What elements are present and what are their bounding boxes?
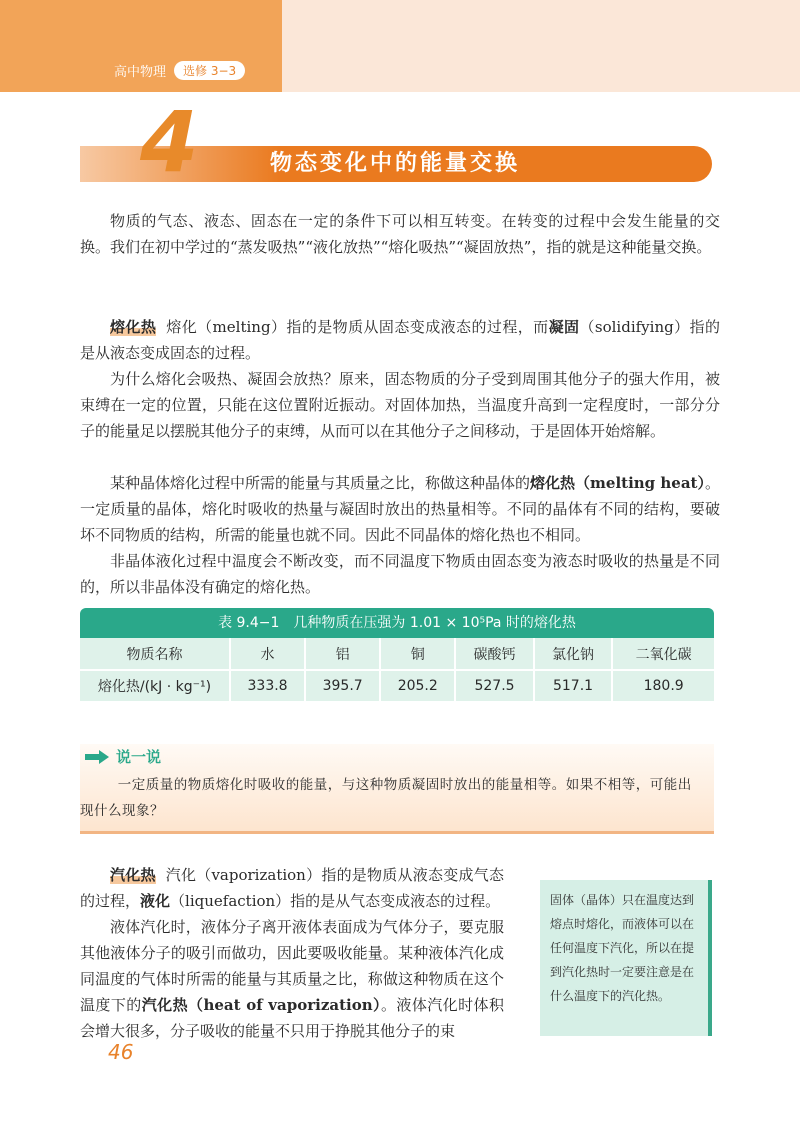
table-header-cell: 水 — [230, 638, 305, 670]
table-row-label: 熔化热/(kJ · kg⁻¹) — [80, 670, 230, 702]
table-header-cell: 碳酸钙 — [455, 638, 534, 670]
discussion-heading: 说一说 — [84, 746, 161, 767]
table-cell: 517.1 — [534, 670, 613, 702]
table-cell: 527.5 — [455, 670, 534, 702]
page-number: 46 — [108, 1040, 134, 1064]
table-cell: 395.7 — [305, 670, 380, 702]
table-cell: 333.8 — [230, 670, 305, 702]
melting-heat-table — [80, 608, 714, 703]
chapter-number: 4 — [140, 93, 199, 191]
side-note: 固体（晶体）只在温度达到熔点时熔化，而液体可以在任何温度下汽化，所以在提到汽化热时一定要注意是在什么温度下的汽化热。 — [540, 880, 712, 1036]
melting-paragraph-2: 为什么熔化会吸热、凝固会放热？原来，固态物质的分子受到周围其他分子的强大作用，被束缚在一定的位置，只能在这位置附近振动。对固体加热，当温度升高到一定程度时，一部分分子的能量足以摆脱其他分子的束缚，从而可以在其他分子之间移动，于是固体开始熔解。 — [80, 370, 720, 440]
vapor-paragraph-2: 液体汽化时，液体分子离开液体表面成为气体分子，要克服其他液体分子的吸引而做功，因此要吸收能量。某种液体汽化成同温度的气体时所需的能量与其质量之比，称做这种物质在这个温度下的汽化热（heat of vaporization）。液体汽化时体积会增大很多，分子吸收的能量不只用于挣脱其他分子的束 — [80, 918, 504, 1040]
table-header-cell: 氯化钠 — [534, 638, 613, 670]
book-title: 高中物理 — [114, 64, 167, 80]
table-header-cell: 二氧化碳 — [612, 638, 714, 670]
table-header-cell: 铝 — [305, 638, 380, 670]
vapor-paragraph-1: 汽化热 汽化（vaporization）指的是物质从液态变成气态的过程，液化（liquefaction）指的是从气态变成液态的过程。 — [80, 866, 504, 910]
table-caption: 表 9.4−1 几种物质在压强为 1.01 × 10⁵Pa 时的熔化热 — [80, 608, 714, 638]
intro-paragraph: 物质的气态、液态、固态在一定的条件下可以相互转变。在转变的过程中会发生能量的交换。我们在初中学过的“蒸发吸热”“液化放热”“熔化吸热”“凝固放热”，指的就是这种能量交换。 — [80, 212, 720, 256]
vapor-keyword: 汽化热 — [110, 866, 156, 884]
discussion-text: 一定质量的物质熔化时吸收的能量，与这种物质凝固时放出的能量相等。如果不相等，可能出现什么现象？ — [80, 777, 692, 819]
melting-paragraph-4: 非晶体液化过程中温度会不断改变，而不同温度下物质由固态变为液态时吸收的热量是不同的，所以非晶体没有确定的熔化热。 — [80, 552, 720, 596]
table-header-row — [80, 638, 714, 670]
melting-keyword: 熔化热 — [110, 318, 157, 336]
melting-paragraph-1: 熔化热 熔化（melting）指的是物质从固态变成液态的过程，而凝固（solidifying）指的是从液态变成固态的过程。 — [80, 318, 720, 362]
table-header-cell: 铜 — [380, 638, 455, 670]
volume-badge: 选修 3−3 — [174, 61, 245, 80]
running-header — [114, 60, 245, 80]
vapor-heat-term: 汽化热 — [141, 996, 189, 1014]
table-cell: 205.2 — [380, 670, 455, 702]
table-header-cell: 物质名称 — [80, 638, 230, 670]
chapter-title: 物态变化中的能量交换 — [270, 151, 521, 176]
discussion-box — [80, 744, 714, 834]
table-row — [80, 670, 714, 702]
table-cell: 180.9 — [612, 670, 714, 702]
arrow-icon — [84, 750, 110, 764]
melting-heat-term: 熔化热 — [530, 474, 576, 492]
melting-paragraph-3: 某种晶体熔化过程中所需的能量与其质量之比，称做这种晶体的熔化热（melting heat）。一定质量的晶体，熔化时吸收的热量与凝固时放出的热量相等。不同的晶体有不同的结构，要破坏不同物质的结构，所需的能量也就不同。因此不同晶体的熔化热也不相同。 — [80, 474, 721, 544]
